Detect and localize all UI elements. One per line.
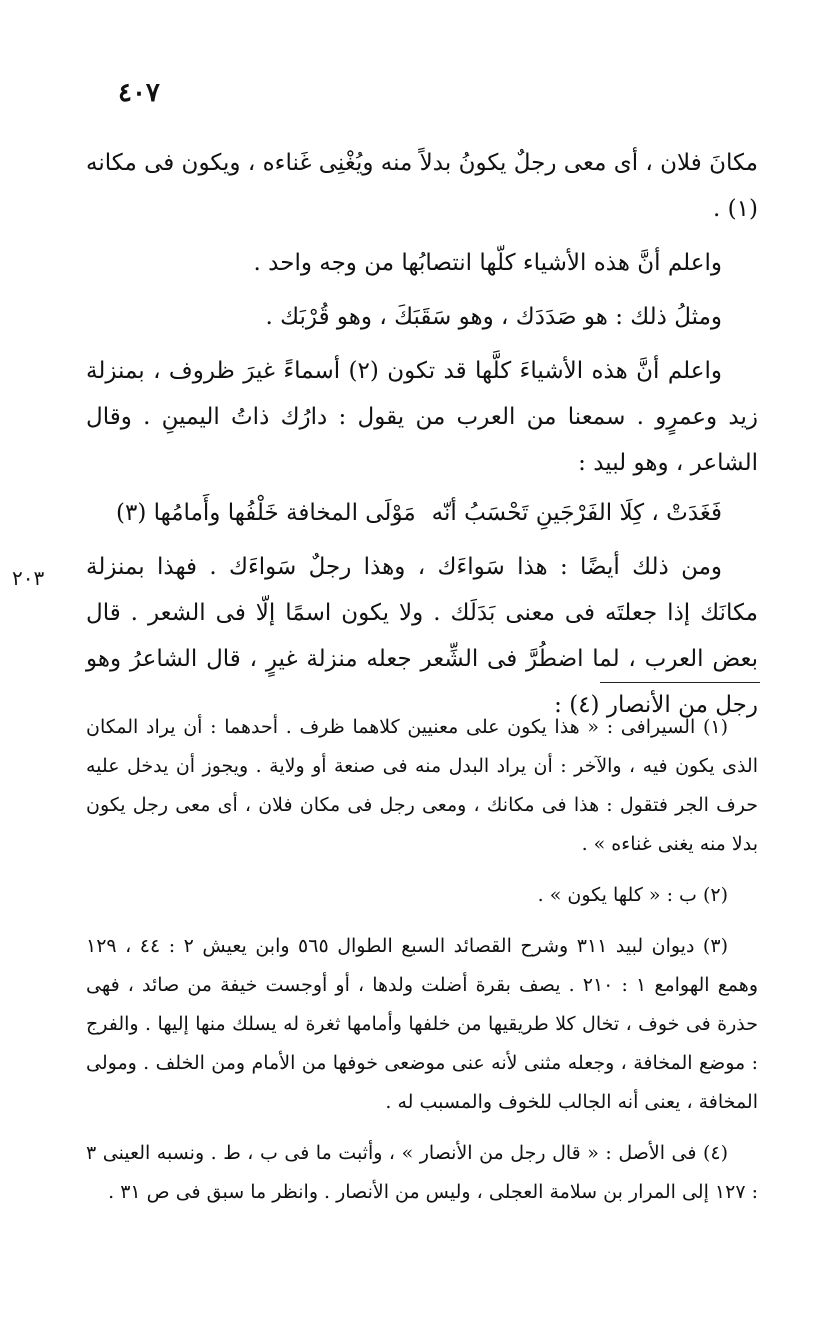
paragraph-2: واعلم أنَّ هذه الأشياء كلّها انتصابُها من وجه واحد . (253, 250, 722, 276)
footnote-separator (600, 682, 760, 683)
paragraph-5: ومن ذلك أيضًا : هذا سَواءَك ، وهذا رجلٌ سَواءَك . فهذا بمنزلة مكانَك إذا جعلتَه فى معنى بَدَلَك . ولا يكون اسمًا إلّا فى الشعر . قال بعض العرب ، لما اضطُرَّ فى الشِّعر جعله منزلة غيرٍ ، قال الشاعرُ وهو رجل من الأنصار (٤) : (86, 554, 758, 718)
footnote-3: (٣) ديوان لبيد ٣١١ وشرح القصائد السبع الطوال ٥٦٥ وابن يعيش ٢ : ٤٤ ، ١٢٩ وهمع الهوامع ١ : ٢١٠ . يصف بقرة أضلت ولدها ، أو أوجست خيفة من صائد ، فهى حذرة فى خوف ، تخال كلا طريقيها من خلفها وأمامها ثغرة له يسلك منها إليها . والفرج : موضع المخافة ، وجعله مثنى لأنه عنى موضعى خوفها من الأمام ومن الخلف . ومولى المخافة ، يعنى أنه الجالب للخوف والمسبب له . (86, 935, 758, 1113)
page-number: ٤٠٧ (118, 78, 160, 108)
paragraph-1: مكانَ فلان ، أى معى رجلٌ يكونُ بدلاً منه ويُغْنِى غَناءه ، ويكون فى مكانه (١) . (86, 150, 758, 222)
verse-first-hemistich: فَغَدَتْ ، كِلَا الفَرْجَينِ تَحْسَبُ أنّه (431, 500, 722, 526)
margin-page-reference: ٢٠٣ (12, 566, 45, 590)
paragraph-3: ومثلُ ذلك : هو صَدَدَك ، وهو سَقَبَكَ ، وهو قُرْبَك . (265, 304, 722, 330)
main-text (86, 140, 758, 728)
footnote-2: (٢) ب : « كلها يكون » . (537, 884, 728, 906)
verse-second-hemistich: مَوْلَى المخافة خَلْفُها وأَمامُها (٣) (116, 500, 416, 526)
footnote-1: (١) السيرافى : « هذا يكون على معنيين كلاهما ظرف . أحدهما : أن يراد المكان الذى يكون فيه ، والآخر : أن يراد البدل منه فى صنعة أو ولاية . ويجوز أن يدخل عليه حرف الجر فتقول : هذا فى مكانك ، ومعى رجل فى مكان فلان ، أى معى رجل يكون بدلا منه يغنى غناءه » . (86, 716, 758, 855)
verse-line (86, 486, 758, 544)
footnotes (86, 708, 758, 1224)
footnote-4: (٤) فى الأصل : « قال رجل من الأنصار » ، وأثبت ما فى ب ، ط . ونسبه العينى ٣ : ١٢٧ إلى المرار بن سلامة العجلى ، وليس من الأنصار . وانظر ما سبق فى ص ٣١ . (86, 1142, 758, 1203)
paragraph-4: واعلم أنَّ هذه الأشياءَ كلَّها قد تكون (٢) أسماءً غيرَ ظروف ، بمنزلة زيد وعمرٍو . سمعنا من العرب من يقول : دارُك ذاتُ اليمينِ . وقال الشاعر ، وهو لبيد : (86, 358, 758, 476)
